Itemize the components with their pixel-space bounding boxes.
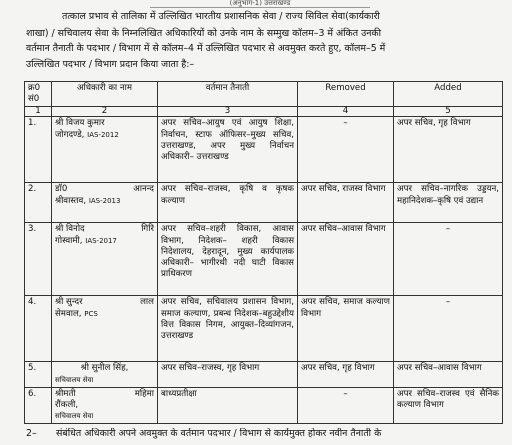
row-officer-name: श्री सुनील सिंह, सचिवालय सेवा xyxy=(52,362,158,387)
col-number: 1 xyxy=(25,107,52,117)
table-row xyxy=(25,296,503,362)
row-officer-name: श्री विजय कुमार जोगदण्डे, IAS-2012 xyxy=(52,117,158,183)
row-added: अपर सचिव–नागरिक उड्डयन, महानिदेशक–कृषि एवं उद्यान xyxy=(394,183,503,223)
table-row xyxy=(25,223,503,296)
intro-paragraph xyxy=(26,9,500,72)
bottom-paragraph xyxy=(26,428,506,440)
row-removed: – xyxy=(298,387,394,424)
intro-line-4: उल्लिखित पदभार / विभाग प्रदान किया जाता है:– xyxy=(26,58,195,70)
row-sno: 1. xyxy=(25,117,52,183)
row-current-posting: अपर सचिव–आयुष एवं आयुष शिक्षा, निर्वाचन, स्टाफ ऑफिसर–मुख्य सचिव, उत्तराखण्ड, अपर मुख्य निर्वाचन अधिकारी– उत्तराखण्ड xyxy=(158,117,298,183)
row-officer-name: श्री विनोद गिरि गोस्वामी, IAS-2017 xyxy=(52,223,158,296)
paragraph-number: 2– xyxy=(26,428,37,439)
row-added: अपर सचिव–आवास विभाग xyxy=(394,362,503,387)
row-officer-name: श्री सुन्दर लाल सेमवाल, PCS xyxy=(52,296,158,362)
intro-line-1: तत्काल प्रभाव से तालिका में उल्लिखित भारतीय प्रशासनिक सेवा / राज्य सिविल सेवा(कार्यकारी xyxy=(62,11,380,22)
header-current: वर्तमान तैनाती xyxy=(158,82,298,107)
row-current-posting: अपर सचिव–शहरी विकास, आवास विभाग, निदेशक– शहरी विकास निदेशालय, देहरादून, मुख्य कार्यपालक अधिकारी– भागीरथी नदी घाटी विकास प्राधिकरण xyxy=(158,223,298,296)
row-officer-name: डॉ0 आनन्द श्रीवास्तव, IAS-2013 xyxy=(52,183,158,223)
row-added: अपर सचिव, गृह विभाग xyxy=(394,117,503,183)
header-sno: क्र0 सं0 xyxy=(25,82,52,107)
row-current-posting: अपर सचिव–राजस्व, कृषि व कृषक कल्याण xyxy=(158,183,298,223)
row-sno: 4. xyxy=(25,296,52,362)
row-sno: 6. xyxy=(25,387,52,424)
table-header-row xyxy=(25,82,503,107)
row-current-posting: अपर सचिव–राजस्व, गृह विभाग xyxy=(158,362,298,387)
service-label: सचिवालय सेवा xyxy=(55,412,94,421)
table-row xyxy=(25,183,503,223)
col-number: 2 xyxy=(52,107,158,117)
intro-line-2: शाखा) / सचिवालय सेवा के निम्नलिखित अधिकारियों को उनके नाम के सम्मुख कॉलम–3 में अंकित उनकी xyxy=(26,27,382,39)
service-label: IAS-2013 xyxy=(88,196,121,205)
row-current-posting: अपर सचिव, सचिवालय प्रशासन विभाग, समाज कल्याण, प्रबन्ध निदेशक–बहुउद्देशीय वित्त विकास निगम, आयुक्त–दिव्यांगजन, उत्तराखण्ड xyxy=(158,296,298,362)
row-sno: 5. xyxy=(25,362,52,387)
col-number: 5 xyxy=(394,107,503,117)
row-added: अपर सचिव–राजस्व एवं सैनिक कल्याण विभाग xyxy=(394,387,503,424)
row-added: – xyxy=(394,296,503,362)
row-removed: अपर सचिव, राजस्व विभाग xyxy=(298,183,394,223)
table-row xyxy=(25,387,503,424)
column-number-row xyxy=(25,107,503,117)
header-officer: अधिकारी का नाम xyxy=(52,82,158,107)
row-officer-name: श्रीमती महिमा रौंकली, सचिवालय सेवा xyxy=(52,387,158,424)
table-row xyxy=(25,117,503,183)
header-added: Added xyxy=(394,82,503,107)
row-current-posting: बाध्यप्रतीक्षा xyxy=(158,387,298,424)
service-label: IAS-2017 xyxy=(85,236,117,245)
row-sno: 3. xyxy=(25,223,52,296)
row-sno: 2. xyxy=(25,183,52,223)
service-label: IAS-2012 xyxy=(87,130,119,139)
paragraph-text: संबंधित अधिकारी अपने अवमुक्त के वर्तमान पदभार / विभाग से कार्यमुक्त होकर नवीन तैनाती के xyxy=(56,428,382,439)
row-added: – xyxy=(394,223,503,296)
transfer-table xyxy=(24,81,503,424)
col-number: 3 xyxy=(158,107,298,117)
col-number: 4 xyxy=(298,107,394,117)
intro-line-3: वर्तमान तैनाती के पदभार / विभाग में से कॉलम–4 में उल्लिखित पदभार से अवमुक्त करते हुए, कॉलम–5 में xyxy=(26,43,386,54)
header-removed: Removed xyxy=(298,82,394,107)
row-removed: – xyxy=(298,117,394,183)
table-row xyxy=(25,362,503,387)
service-label: सचिवालय सेवा xyxy=(55,375,94,384)
header-strip: (अनुभाग-1) उत्तराखण्ड xyxy=(150,0,370,8)
service-label: PCS xyxy=(84,309,98,318)
row-removed: अपर सचिव, समाज कल्याण विभाग xyxy=(298,296,394,362)
row-removed: अपर सचिव, गृह विभाग xyxy=(298,362,394,387)
row-removed: अपर सचिव–आवास विभाग xyxy=(298,223,394,296)
